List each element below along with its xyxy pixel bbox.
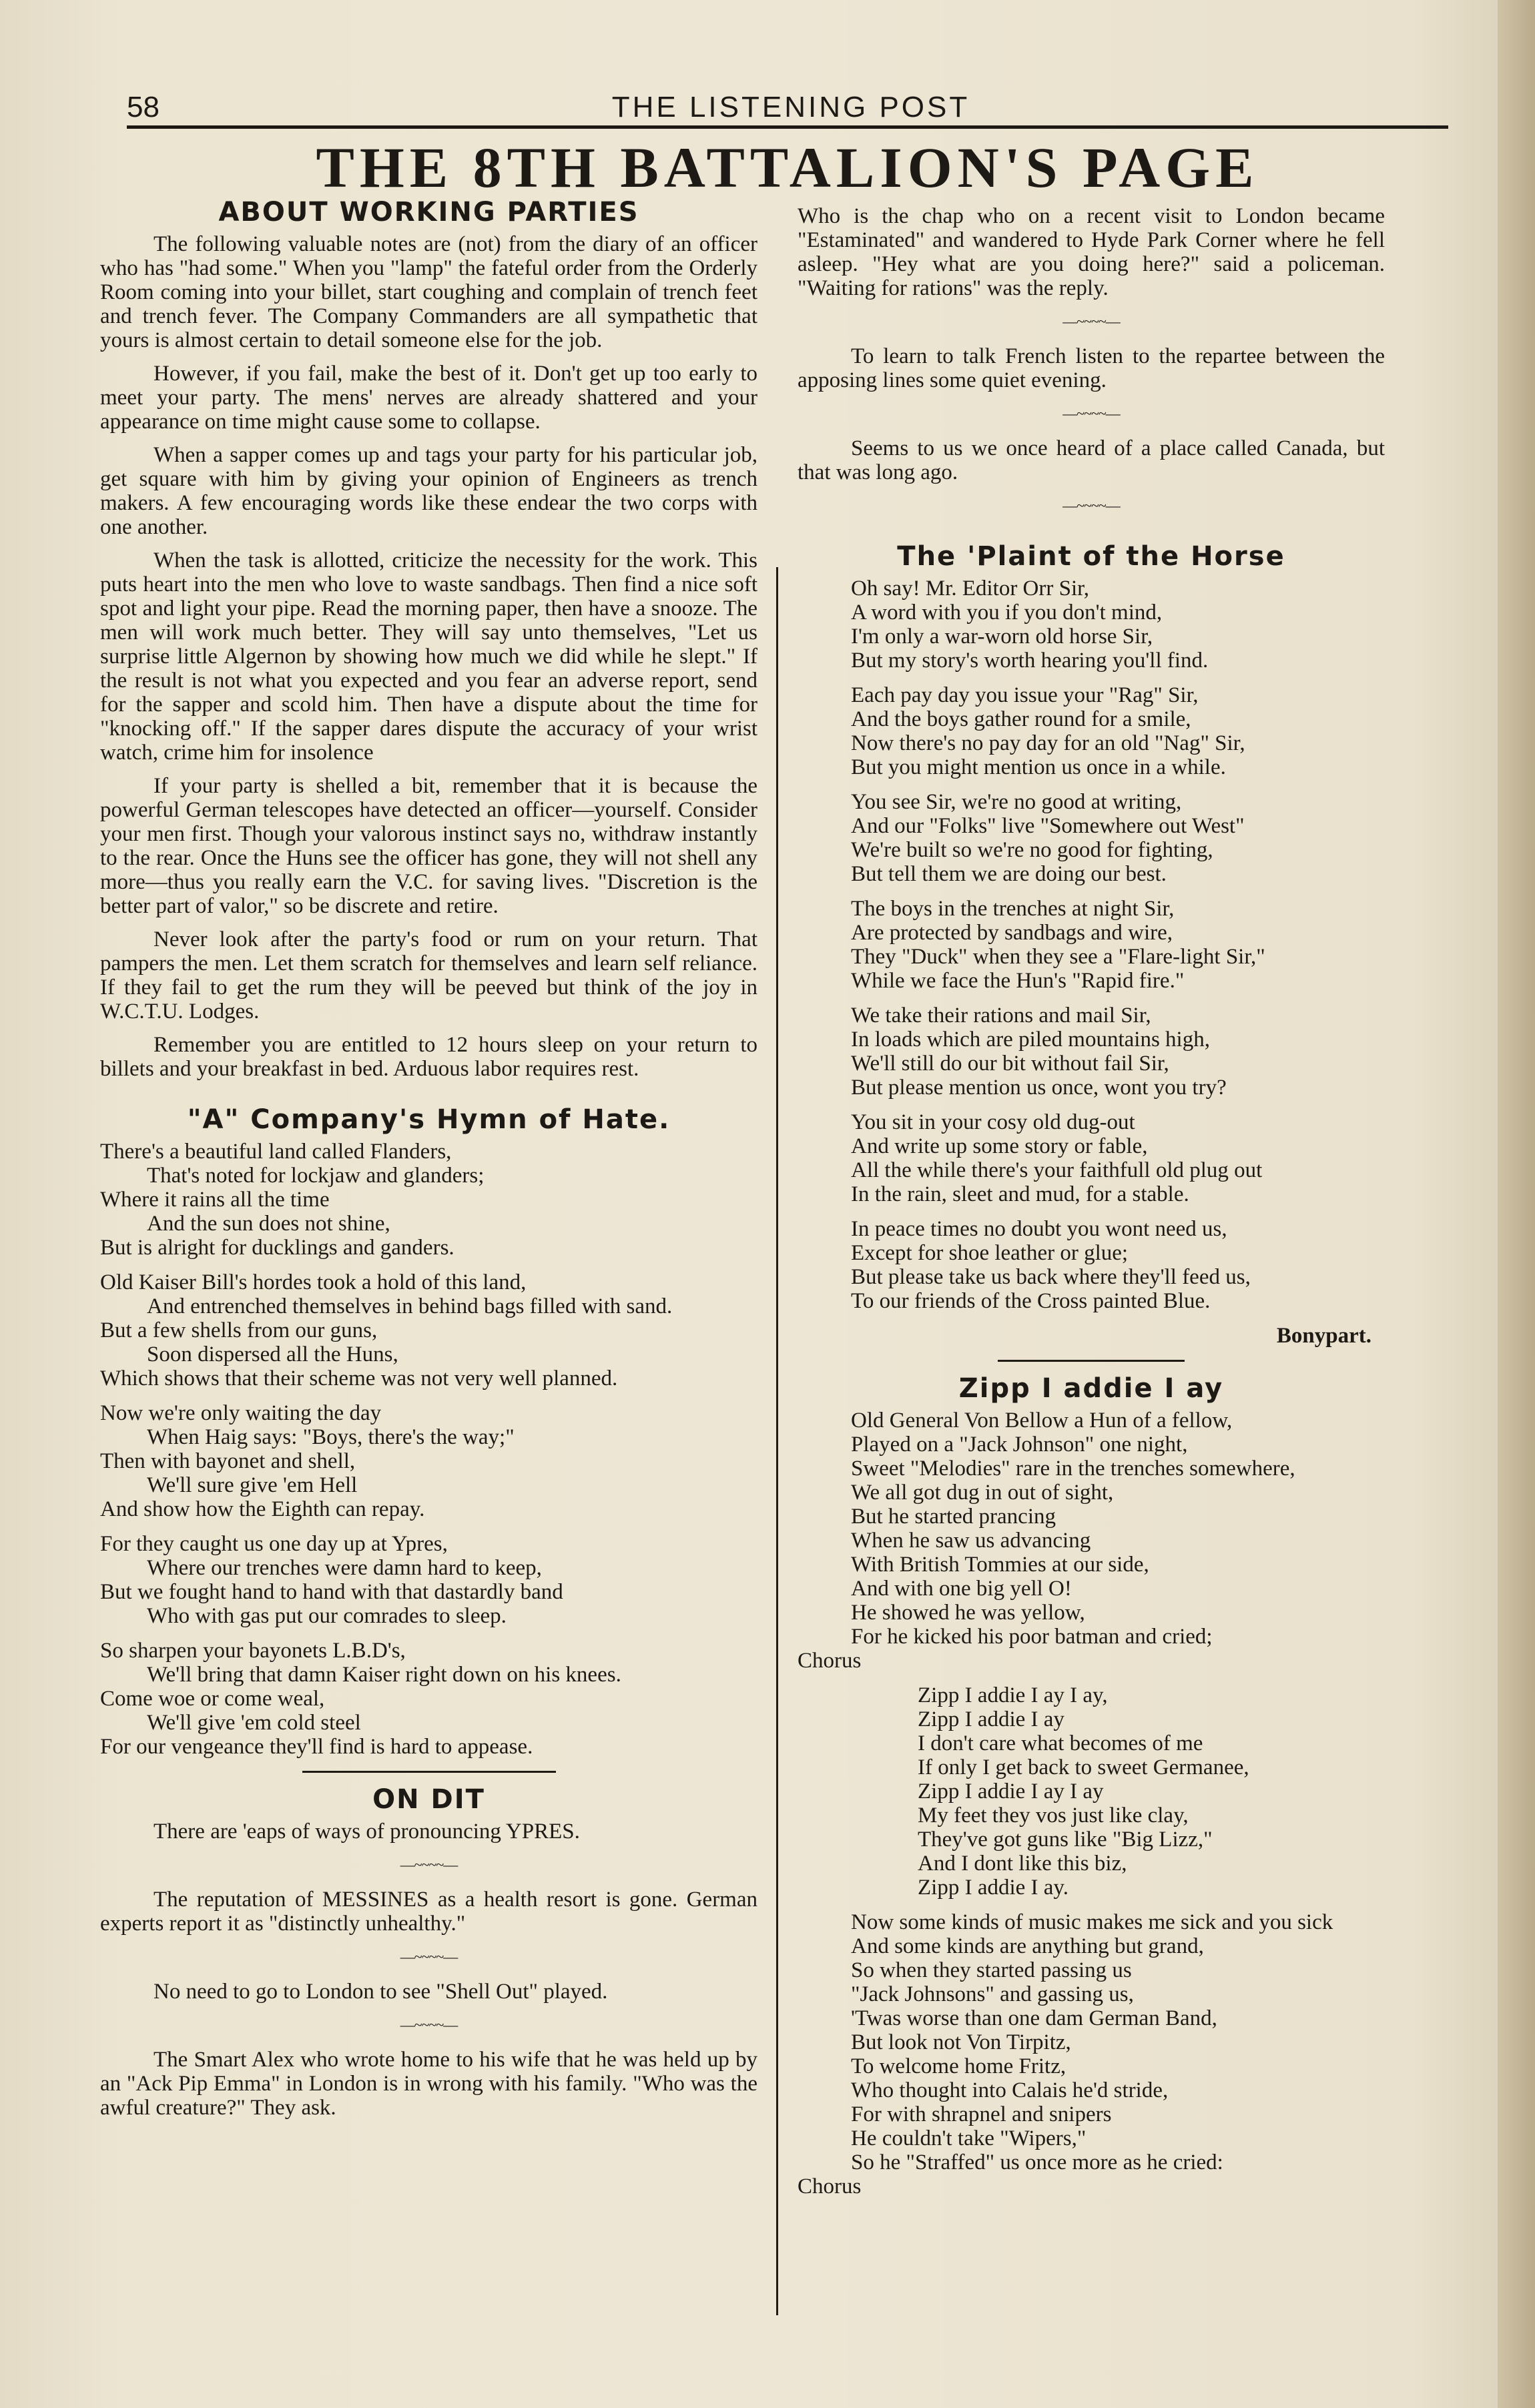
poem-line: But look not Von Tirpitz, [851, 2030, 1071, 2054]
poem-line: Now some kinds of music makes me sick and you sick [851, 1910, 1333, 1934]
plaint-poem [798, 576, 1385, 1313]
poem-line: So he "Straffed" us once more as he cried: [851, 2150, 1223, 2174]
poem-line: There's a beautiful land called Flanders, [100, 1140, 452, 1164]
poem-line: "Jack Johnsons" and gassing us, [851, 1982, 1134, 2006]
poem-line: So when they started passing us [851, 1958, 1132, 1982]
article-paragraph: When a sapper comes up and tags your party for his particular job, get square with him by giving your opinion of Engineers as trench makers. A few encouraging words like these endear the two corps with one another. [100, 443, 757, 539]
poem-line: With British Tommies at our side, [851, 1553, 1149, 1577]
page-title: THE 8TH BATTALION'S PAGE [316, 135, 1259, 199]
right-column [798, 204, 1385, 2209]
poem-line: They "Duck" when they see a "Flare-light Sir," [851, 945, 1265, 969]
poem-line: We'll sure give 'em Hell [147, 1473, 358, 1497]
poem-stanza [798, 897, 1385, 993]
poem-line: But a few shells from our guns, [100, 1318, 378, 1342]
on-dit-items-left [100, 1820, 757, 2120]
poem-line: Who thought into Calais he'd stride, [851, 2078, 1169, 2102]
poem-line: But please mention us once, wont you try? [851, 1076, 1227, 1100]
chorus-label: Chorus [798, 2174, 862, 2198]
poem-stanza [798, 1217, 1385, 1313]
poem-line: Who with gas put our comrades to sleep. [147, 1604, 507, 1628]
chorus-label: Chorus [798, 1649, 862, 1673]
poem-line: For they caught us one day up at Ypres, [100, 1532, 448, 1556]
poem-stanza [100, 1639, 757, 1759]
poem-line: To welcome home Fritz, [851, 2054, 1066, 2078]
poem-line: In loads which are piled mountains high, [851, 1028, 1210, 1052]
poem-line: And our "Folks" live "Somewhere out West" [851, 814, 1245, 838]
poem-line: Zipp I addie I ay I ay, [918, 1683, 1108, 1707]
poem-line: Old Kaiser Bill's hordes took a hold of this land, [100, 1270, 527, 1294]
poem-line: And entrenched themselves in behind bags filled with sand. [147, 1294, 673, 1318]
poem-line: Now we're only waiting the day [100, 1401, 382, 1425]
plaint-heading: The 'Plaint of the Horse [897, 541, 1285, 572]
poem-line: He showed he was yellow, [851, 1601, 1085, 1625]
poem-stanza [100, 1401, 757, 1521]
poem-line: And I dont like this biz, [918, 1852, 1127, 1876]
working-parties-article [100, 232, 757, 1081]
ornament-divider: —~~~~— [1062, 313, 1120, 330]
poem-line: Each pay day you issue your "Rag" Sir, [851, 683, 1199, 707]
poem-stanza [798, 1910, 1385, 2198]
poem-line: To our friends of the Cross painted Blue. [851, 1289, 1211, 1313]
poem-line: And the boys gather round for a smile, [851, 707, 1191, 731]
poem-line: Where our trenches were damn hard to keep, [147, 1556, 542, 1580]
poem-line: But you might mention us once in a while. [851, 755, 1226, 779]
on-dit-item: To learn to talk French listen to the repartee between the apposing lines some quiet evening. [798, 344, 1385, 392]
poem-line: All the while there's your faithfull old plug out [851, 1158, 1263, 1182]
poem-line: That's noted for lockjaw and glanders; [147, 1164, 485, 1188]
poem-line: Soon dispersed all the Huns, [147, 1342, 398, 1366]
zipp-heading: Zipp I addie I ay [958, 1373, 1224, 1404]
on-dit-heading: ON DIT [372, 1784, 485, 1815]
poem-line: For our vengeance they'll find is hard to appease. [100, 1735, 533, 1759]
poem-line: But we fought hand to hand with that dastardly band [100, 1580, 563, 1604]
poem-line: Zipp I addie I ay I ay [918, 1779, 1104, 1803]
article-paragraph: If your party is shelled a bit, remember that it is because the powerful German telescopes have detected an officer—yourself. Consider your men first. Though your valorous instinct says no, withdraw instantly to the rear. Once the Huns see the officer has gone, they will not shell any more—thus you really earn the V.C. for saving lives. "Discretion is the better part of valor," so be discrete and retire. [100, 774, 757, 918]
poem-line: Come woe or come weal, [100, 1687, 325, 1711]
poem-line: If only I get back to sweet Germanee, [918, 1755, 1249, 1779]
poem-line: And some kinds are anything but grand, [851, 1934, 1204, 1958]
poem-line: Which shows that their scheme was not very well planned. [100, 1366, 618, 1390]
ornament-divider: —~~~~— [400, 1948, 458, 1965]
poem-line: Are protected by sandbags and wire, [851, 921, 1173, 945]
poem-line: We all got dug in out of sight, [851, 1481, 1114, 1505]
ornament-divider: —~~~~— [400, 1856, 458, 1873]
poem-line: And with one big yell O! [851, 1577, 1072, 1601]
poem-line: Except for shoe leather or glue; [851, 1241, 1129, 1265]
poem-line: My feet they vos just like clay, [918, 1803, 1189, 1828]
page-edge [1498, 0, 1535, 2408]
poem-line: I don't care what becomes of me [918, 1731, 1203, 1755]
on-dit-item: The reputation of MESSINES as a health resort is gone. German experts report it as "distinctly unhealthy." [100, 1888, 757, 1936]
poem-line: You see Sir, we're no good at writing, [851, 790, 1182, 814]
on-dit-item: Who is the chap who on a recent visit to London became "Estaminated" and wandered to Hyde Park Corner where he fell asleep. "Hey what are you doing here?" said a policeman. "Waiting for rations" was the reply. [798, 204, 1385, 300]
on-dit-item: There are 'eaps of ways of pronouncing YPRES. [154, 1820, 580, 1844]
poem-line: In peace times no doubt you wont need us, [851, 1217, 1227, 1241]
poem-line: For he kicked his poor batman and cried; [851, 1625, 1213, 1649]
poem-stanza [798, 1409, 1385, 1673]
poem-line: We're built so we're no good for fighting, [851, 838, 1213, 862]
poem-line: And write up some story or fable, [851, 1134, 1148, 1158]
article-paragraph: The following valuable notes are (not) from the diary of an officer who has "had some." When you "lamp" the fateful order from the Orderly Room coming into your billet, start coughing and complain of trench feet and trench fever. The Company Commanders are all sympathetic that yours is almost certain to detail someone else for the job. [100, 232, 757, 352]
zipp-poem [798, 1409, 1385, 2198]
poem-line: The boys in the trenches at night Sir, [851, 897, 1175, 921]
poem-stanza [798, 683, 1385, 779]
section-rule [998, 1360, 1185, 1362]
poem-line: But is alright for ducklings and ganders. [100, 1236, 454, 1260]
article-paragraph: When the task is allotted, criticize the necessity for the work. This puts heart into the men who love to waste sandbags. Then find a nice soft spot and light your pipe. Read the morning paper, then have a snooze. The men will work much better. They will say unto themselves, "Let us surprise little Algernon by showing how much we did while he slept." If the result is not what you expected and you fear an adverse report, send for the sapper and scold him. Then have a dispute about the time for "knocking off." If the sapper dares dispute the accuracy of your wrist watch, crime him for insolence [100, 548, 757, 765]
poem-line: Zipp I addie I ay. [918, 1876, 1069, 1900]
page-header [127, 85, 1455, 124]
poem-line: Where it rains all the time [100, 1188, 330, 1212]
article-paragraph: However, if you fail, make the best of it. Don't get up too early to meet your party. The mens' nerves are already shattered and your appearance on time might cause some to collapse. [100, 362, 757, 434]
poem-line: But please take us back where they'll feed us, [851, 1265, 1251, 1289]
poem-line: But my story's worth hearing you'll find. [851, 649, 1209, 673]
poem-line: We'll give 'em cold steel [147, 1711, 361, 1735]
hymn-heading: "A" Company's Hymn of Hate. [187, 1104, 671, 1135]
section-rule [302, 1771, 556, 1773]
poem-line: When he saw us advancing [851, 1529, 1091, 1553]
poem-line: He couldn't take "Wipers," [851, 2126, 1087, 2150]
on-dit-items-right [798, 204, 1385, 484]
poem-line: But tell them we are doing our best. [851, 862, 1167, 886]
ornament-divider: —~~~~— [1062, 405, 1120, 422]
poem-stanza [798, 790, 1385, 886]
chorus-stanza [798, 1683, 1385, 1900]
ornament-divider: —~~~~— [1062, 497, 1120, 514]
poem-stanza [100, 1270, 757, 1390]
poem-line: A word with you if you don't mind, [851, 600, 1163, 625]
poem-line: So sharpen your bayonets L.B.D's, [100, 1639, 406, 1663]
poem-stanza [100, 1532, 757, 1628]
poem-line: Old General Von Bellow a Hun of a fellow, [851, 1409, 1233, 1433]
poem-line: And the sun does not shine, [147, 1212, 390, 1236]
poem-line: 'Twas worse than one dam German Band, [851, 2006, 1217, 2030]
on-dit-item: The Smart Alex who wrote home to his wife that he was held up by an "Ack Pip Emma" in London is in wrong with his family. "Who was the awful creature?" They ask. [100, 2048, 757, 2120]
page-number: 58 [127, 91, 160, 123]
poem-line: Sweet "Melodies" rare in the trenches somewhere, [851, 1457, 1295, 1481]
hymn-poem [100, 1140, 757, 1759]
poem-line: We'll still do our bit without fail Sir, [851, 1052, 1169, 1076]
article-paragraph: Remember you are entitled to 12 hours sleep on your return to billets and your breakfast in bed. Arduous labor requires rest. [100, 1033, 757, 1081]
poem-line: I'm only a war-worn old horse Sir, [851, 625, 1153, 649]
on-dit-item: No need to go to London to see "Shell Out" played. [154, 1980, 608, 2004]
poem-line: You sit in your cosy old dug-out [851, 1110, 1135, 1134]
poem-line: We take their rations and mail Sir, [851, 1004, 1151, 1028]
poem-line: While we face the Hun's "Rapid fire." [851, 969, 1185, 993]
poem-line: We'll bring that damn Kaiser right down on his knees. [147, 1663, 621, 1687]
poem-line: When Haig says: "Boys, there's the way;" [147, 1425, 515, 1449]
article-paragraph: Never look after the party's food or rum on your return. That pampers the men. Let them scratch for themselves and learn self reliance. If they fail to get the rum they will be peeved but think of the joy in W.C.T.U. Lodges. [100, 927, 757, 1024]
poem-line: For with shrapnel and snipers [851, 2102, 1112, 2126]
poem-line: Oh say! Mr. Editor Orr Sir, [851, 576, 1090, 600]
poem-stanza [100, 1140, 757, 1260]
poem-stanza [798, 1004, 1385, 1100]
ornament-divider: —~~~~— [400, 2016, 458, 2033]
on-dit-item: Seems to us we once heard of a place called Canada, but that was long ago. [798, 436, 1385, 484]
poem-line: They've got guns like "Big Lizz," [918, 1828, 1213, 1852]
left-column [100, 197, 757, 2129]
poem-line: In the rain, sleet and mud, for a stable. [851, 1182, 1189, 1206]
working-parties-heading: ABOUT WORKING PARTIES [218, 197, 639, 228]
poem-line: Zipp I addie I ay [918, 1707, 1064, 1731]
poem-line: Played on a "Jack Johnson" one night, [851, 1433, 1188, 1457]
poem-line: But he started prancing [851, 1505, 1056, 1529]
poem-stanza [798, 1110, 1385, 1206]
poem-line: Then with bayonet and shell, [100, 1449, 356, 1473]
running-head: THE LISTENING POST [611, 91, 970, 123]
column-divider [776, 567, 778, 2315]
poem-line: Now there's no pay day for an old "Nag" Sir, [851, 731, 1245, 755]
header-rule [127, 125, 1448, 129]
poem-line: And show how the Eighth can repay. [100, 1497, 425, 1521]
plaint-signature: Bonypart. [1276, 1324, 1371, 1348]
poem-stanza [798, 576, 1385, 673]
